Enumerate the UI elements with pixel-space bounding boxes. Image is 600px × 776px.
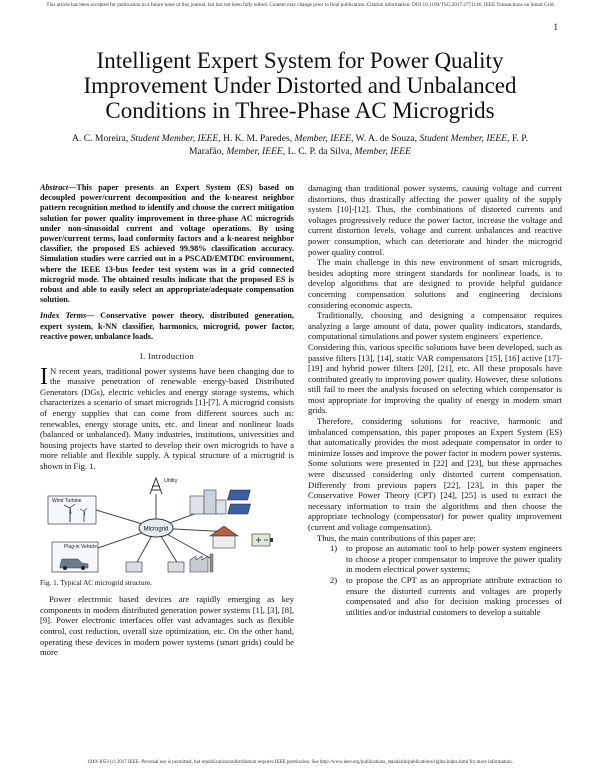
list-number: 2) <box>330 574 338 585</box>
author-list <box>60 132 540 158</box>
microgrid-label: Microgrid <box>143 526 169 533</box>
journal-banner: This article has been accepted for publication in a future issue of this journal, but has not been fully edited. Content may change prior to final publication. Citation information: DOI 10.1109/TSG.2017.2771146, IEEE Transactions on Smart Grid <box>46 2 554 8</box>
solar-panel-icon <box>228 490 251 514</box>
utility-label: Utility <box>164 477 178 484</box>
house-icon <box>210 526 238 548</box>
index-terms-label: Index Terms <box>40 311 87 321</box>
plugin-vehicle-label: Plug-in Vehicle <box>64 543 98 550</box>
author-name: A. C. Moreira, <box>72 133 129 144</box>
battery-icon <box>252 534 273 546</box>
utility-tower-icon <box>150 478 162 494</box>
author-name: , H. K. M. Paredes, <box>218 133 293 144</box>
author-role: Student Member, IEEE <box>130 133 219 144</box>
copyright-footer: 1949-3053 (c) 2017 IEEE. Personal use is permitted, but republication/redistribution requires IEEE permission. See http://www.ieee.org/publications_standards/publications/rights/index.html for more information. <box>87 760 513 765</box>
author-role: Student Member, IEEE <box>419 133 508 144</box>
intro-paragraph <box>40 363 294 472</box>
figure-caption: Fig. 1. Typical AC microgrid structure. <box>40 578 152 587</box>
right-column <box>308 183 562 617</box>
author-name: , F. P. Marafão, <box>189 133 528 157</box>
body-paragraph: Traditionally, choosing and designing a compensator requires analyzing a large amount of data, power quality indicators, standards, computational simulations and power system engineers´ experience. <box>308 310 562 342</box>
factory-icon <box>190 554 213 572</box>
list-item <box>308 575 562 617</box>
generator-icon <box>126 562 184 572</box>
index-terms <box>40 311 294 342</box>
drop-cap: I <box>40 363 48 390</box>
building-icon <box>190 490 226 514</box>
body-paragraph: The main challenge in this new environment of smart microgrids, besides adopting more stringent standards for nonlinear loads, is to develop algorithms that are designed to provide helpful guidance concerning compensation solutions and engineering decisions considering economic aspects. <box>308 257 562 310</box>
abstract-label: Abstract <box>40 183 69 192</box>
abstract <box>40 183 294 305</box>
left-column <box>40 183 294 658</box>
figure-microgrid <box>40 476 294 576</box>
page-number: 1 <box>553 22 558 32</box>
list-item <box>308 543 562 575</box>
body-paragraph: damaging than traditional power systems, causing voltage and current distortions, thus drastically affecting the power quality of the supply system [10]-[12]. Thus, the combinations of distorted currents and voltages progressively reduce the power factor, increase the voltage and current distortion levels, voltage and current unbalances and reactive power consumption, which can deteriorate and hinder the microgrid power quality control. <box>308 183 562 257</box>
list-number: 1) <box>330 543 338 554</box>
index-terms-text: — Conservative power theory, distributed generation, expert system, k-NN classifier, harmonics, microgrid, power factor, reactive power, unbalance loads. <box>40 311 295 341</box>
author-name: , L. C. P. da Silva, <box>282 146 353 157</box>
body-paragraph: Power electronic based devices are rapidly emerging as key components in modern distributed generation power systems [1], [3], [8], [9]. Power electronic interfaces offer vast advantages such as flexible control, cost reduction, overall size optimization, etc. On the other hand, operating these devices in modern power systems (smart grids) could be more <box>40 594 294 658</box>
list-text: to propose an automatic tool to help power system engineers to choose a proper compensator to improve the power quality in modern electrical power systems; <box>346 543 562 575</box>
list-text: to propose the CPT as an appropriate attribute extraction to ensure the distorted currents and voltages are properly compensated and also for decision making processes of utilities and/or industrial customers to develop a suitable <box>346 574 562 617</box>
author-role: Member, IEEE <box>354 146 411 157</box>
author-role: Member, IEEE <box>294 133 351 144</box>
author-role: Member, IEEE <box>226 146 283 157</box>
body-paragraph: Considering this, various specific solutions have been developed, such as passive filters [13], [14], static VAR compensators [15], [16] active [17]-[19] and hybrid power filters [20], [21], etc. All these proposals have contributed greatly to improving power quality. However, these solutions still fail to meet the analysis focused on selecting which compensator is most appropriate for improving the quality of energy in modern smart grids. <box>308 341 562 416</box>
intro-text: N recent years, traditional power systems have been changing due to the massive penetration of renewable energy-based Distributed Generators (DGs), electric vehicles and energy storage systems, which characterizes a scenario of smart microgrids [1]-[7]. A microgrid consists of energy supplies that can come from different sources such as: renewables, energy storage units, etc. and linear and nonlinear loads (balanced or unbalanced). Many industries, institutions, universities and housing projects have started to develop their own microgrids to have a more reliable and flexible supply. A typical structure of a microgrid is shown in Fig. 1. <box>40 365 294 471</box>
body-paragraph: Therefore, considering solutions for reactive, harmonic and imbalanced compensation, this paper proposes an Expert System (ES) that automatically provides the most adequate compensator in order to minimize losses and improve the power factor in modern power systems. Some solutions were presented in [22] and [23], but these approaches were discussed considering only distorted current compensation. Differently from previous papers [22], [23], in this paper the Conservative Power Theory (CPT) [24], [25] is used to extract the necessary information to train the algorithms and then choose the appropriate technology (compensator) for power quality improvement (current and voltage compensation). <box>308 416 562 532</box>
paper-title: Intelligent Expert System for Power Quality Improvement Under Distorted and Unbalanced Conditions in Three-Phase AC Microgrids <box>83 48 517 123</box>
contribution-list <box>308 543 562 617</box>
microgrid-diagram <box>40 476 294 576</box>
author-name: , W. A. de Souza, <box>350 133 418 144</box>
abstract-text: —This paper presents an Expert System (ES) based on decoupled power/current decomposition and the k-nearest neighbor pattern recognition method to identify and choose the correct mitigation solution for power quality improvement in three-phase AC microgrids under non-sinusoidal current and voltage operations. By using power/current terms, load conformity factors and a k-nearest neighbor classifier, the proposed ES achieved 99.98% classification accuracy. Simulation studies were carried out in a PSCAD/EMTDC environment, where the IEEE 13-bus feeder test system was in a grid connected microgrid mode. The obtained results indicate that the proposed ES is robust and able to easily select an appropriate/adequate compensation solution. <box>40 183 294 305</box>
wind-turbine-label: Wind Turbine <box>52 497 82 504</box>
body-paragraph: Thus, the main contributions of this paper are: <box>317 532 476 543</box>
section-heading: I. Introduction <box>139 351 195 362</box>
